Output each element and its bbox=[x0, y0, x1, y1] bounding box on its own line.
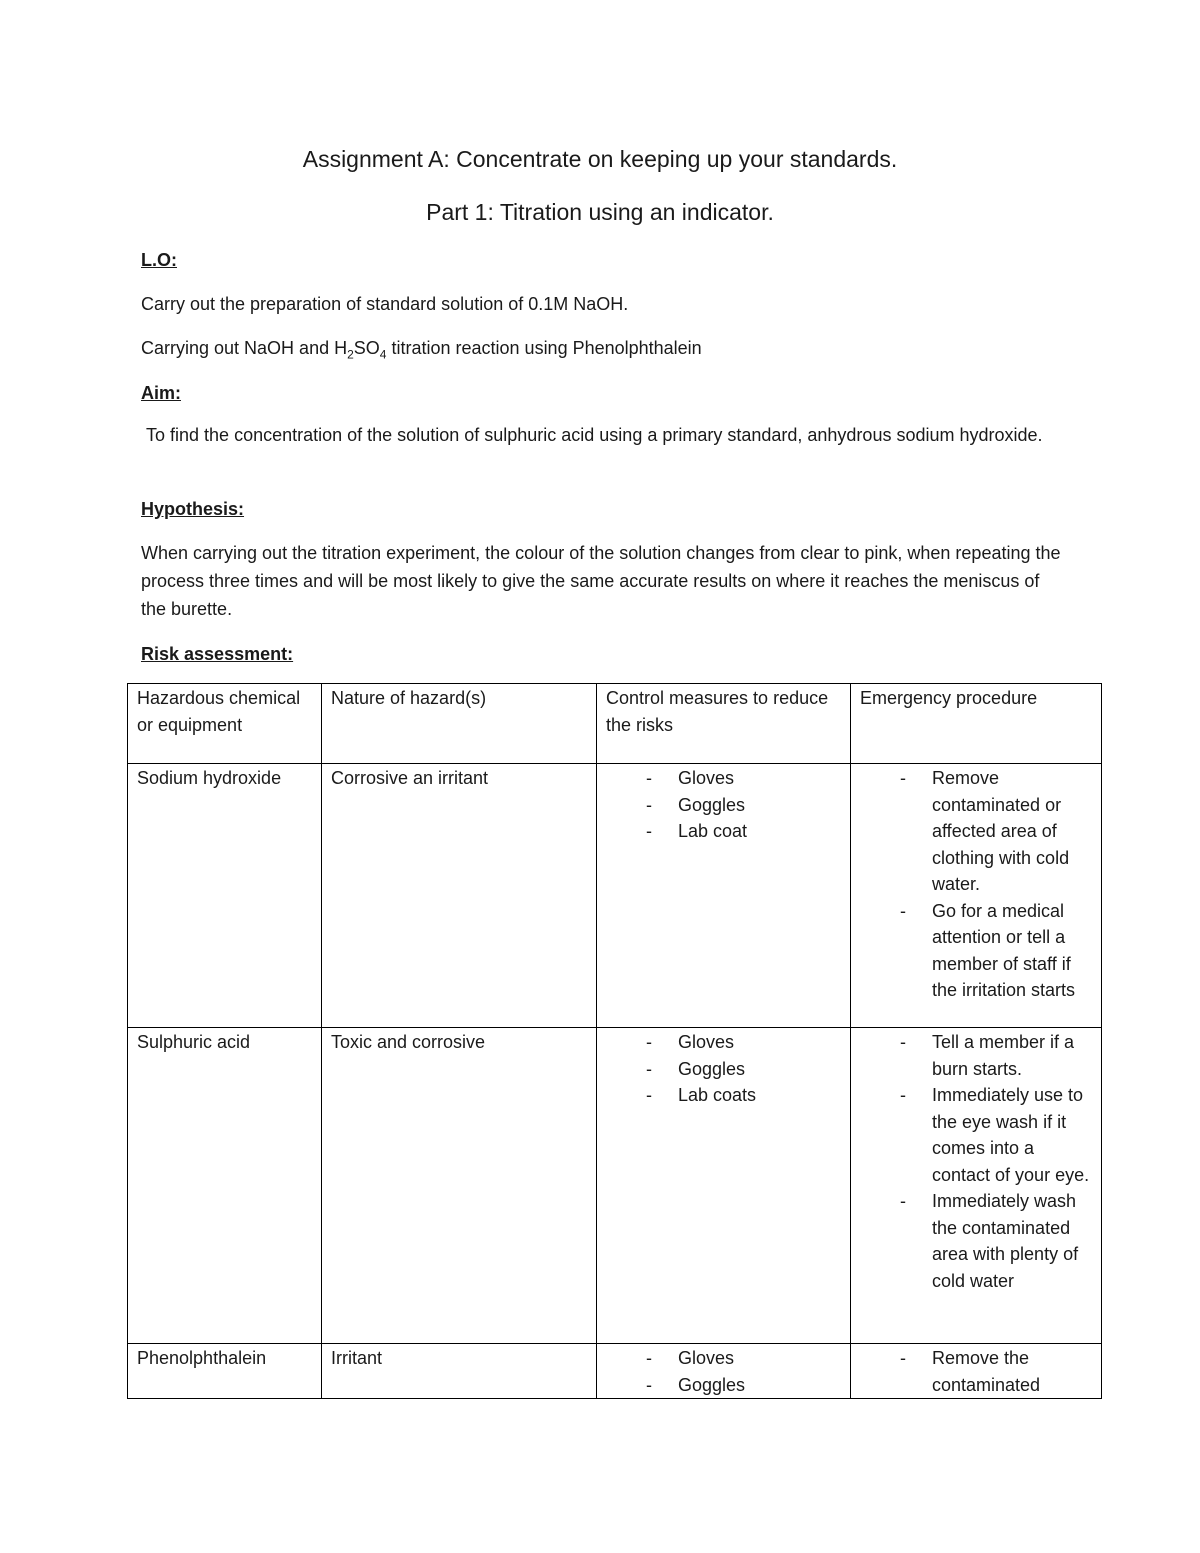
aim-heading: Aim: bbox=[141, 383, 181, 403]
list-item: - Gloves bbox=[606, 765, 842, 792]
lo-heading: L.O: bbox=[141, 250, 177, 270]
lo-item-2 bbox=[141, 334, 1081, 362]
header-cell-emergency: Emergency procedure bbox=[851, 684, 1102, 764]
list-item: - Goggles bbox=[606, 1372, 842, 1399]
header-cell-controls: Control measures to reduce the risks bbox=[597, 684, 851, 764]
table-row bbox=[128, 764, 1102, 1028]
document-title: Assignment A: Concentrate on keeping up your standards. bbox=[302, 146, 898, 172]
list-item: - Remove contaminated or affected area of clothing with cold water. bbox=[860, 765, 1093, 898]
emergency-cell bbox=[851, 1028, 1102, 1344]
table-header-row bbox=[128, 684, 1102, 764]
document-subtitle: Part 1: Titration using an indicator. bbox=[426, 199, 774, 225]
lo-item-2-suffix: titration reaction using Phenolphthalein bbox=[386, 338, 702, 358]
lo-item-2-mid: SO bbox=[353, 338, 380, 358]
list-item: - Goggles bbox=[606, 1056, 842, 1083]
emergency-cell bbox=[851, 764, 1102, 1028]
header-cell-hazard: Nature of hazard(s) bbox=[322, 684, 597, 764]
hazard-cell: Toxic and corrosive bbox=[322, 1028, 597, 1344]
list-item: - Go for a medical attention or tell a member of staff if the irritation starts bbox=[860, 898, 1093, 1004]
list-item: - Gloves bbox=[606, 1029, 842, 1056]
list-item: - Immediately wash the contaminated area with plenty of cold water bbox=[860, 1188, 1093, 1294]
lo-item-2-sub1: 2 bbox=[347, 347, 354, 362]
aim-text: To find the concentration of the solution of sulphuric acid using a primary standard, anhydrous sodium hydroxide. bbox=[141, 425, 1043, 445]
controls-list bbox=[606, 765, 842, 845]
hypothesis-heading: Hypothesis: bbox=[141, 499, 245, 519]
table-row bbox=[128, 1344, 1102, 1399]
list-item: - Tell a member if a burn starts. bbox=[860, 1029, 1093, 1082]
controls-list bbox=[606, 1345, 842, 1398]
hypothesis-text: When carrying out the titration experiment, the colour of the solution changes from clear to pink, when repeating the process three times and will be most likely to give the same accurate results on where it reaches the meniscus of the burette. bbox=[141, 543, 1061, 619]
lo-item-2-prefix: Carrying out NaOH and H bbox=[141, 338, 348, 358]
lo-item-1: Carry out the preparation of standard solution of 0.1M NaOH. bbox=[141, 294, 629, 314]
chemical-cell: Sulphuric acid bbox=[128, 1028, 322, 1344]
header-cell-chemical: Hazardous chemical or equipment bbox=[128, 684, 322, 764]
list-item: - Goggles bbox=[606, 792, 842, 819]
chemical-cell: Sodium hydroxide bbox=[128, 764, 322, 1028]
chemical-cell: Phenolphthalein bbox=[128, 1344, 322, 1399]
controls-list bbox=[606, 1029, 842, 1109]
controls-cell bbox=[597, 1028, 851, 1344]
controls-cell bbox=[597, 764, 851, 1028]
emergency-list bbox=[860, 1345, 1093, 1398]
risk-heading: Risk assessment: bbox=[141, 644, 294, 664]
list-item: - Remove the contaminated bbox=[860, 1345, 1093, 1398]
hazard-cell: Corrosive an irritant bbox=[322, 764, 597, 1028]
emergency-cell bbox=[851, 1344, 1102, 1399]
emergency-list bbox=[860, 1029, 1093, 1294]
list-item: - Immediately use to the eye wash if it comes into a contact of your eye. bbox=[860, 1082, 1093, 1188]
list-item: - Gloves bbox=[606, 1345, 842, 1372]
hazard-cell: Irritant bbox=[322, 1344, 597, 1399]
list-item: - Lab coats bbox=[606, 1082, 842, 1109]
table-row bbox=[128, 1028, 1102, 1344]
risk-assessment-table bbox=[127, 683, 1102, 1399]
lo-item-2-sub2: 4 bbox=[379, 347, 387, 362]
controls-cell bbox=[597, 1344, 851, 1399]
emergency-list bbox=[860, 765, 1093, 1004]
list-item: - Lab coat bbox=[606, 818, 842, 845]
